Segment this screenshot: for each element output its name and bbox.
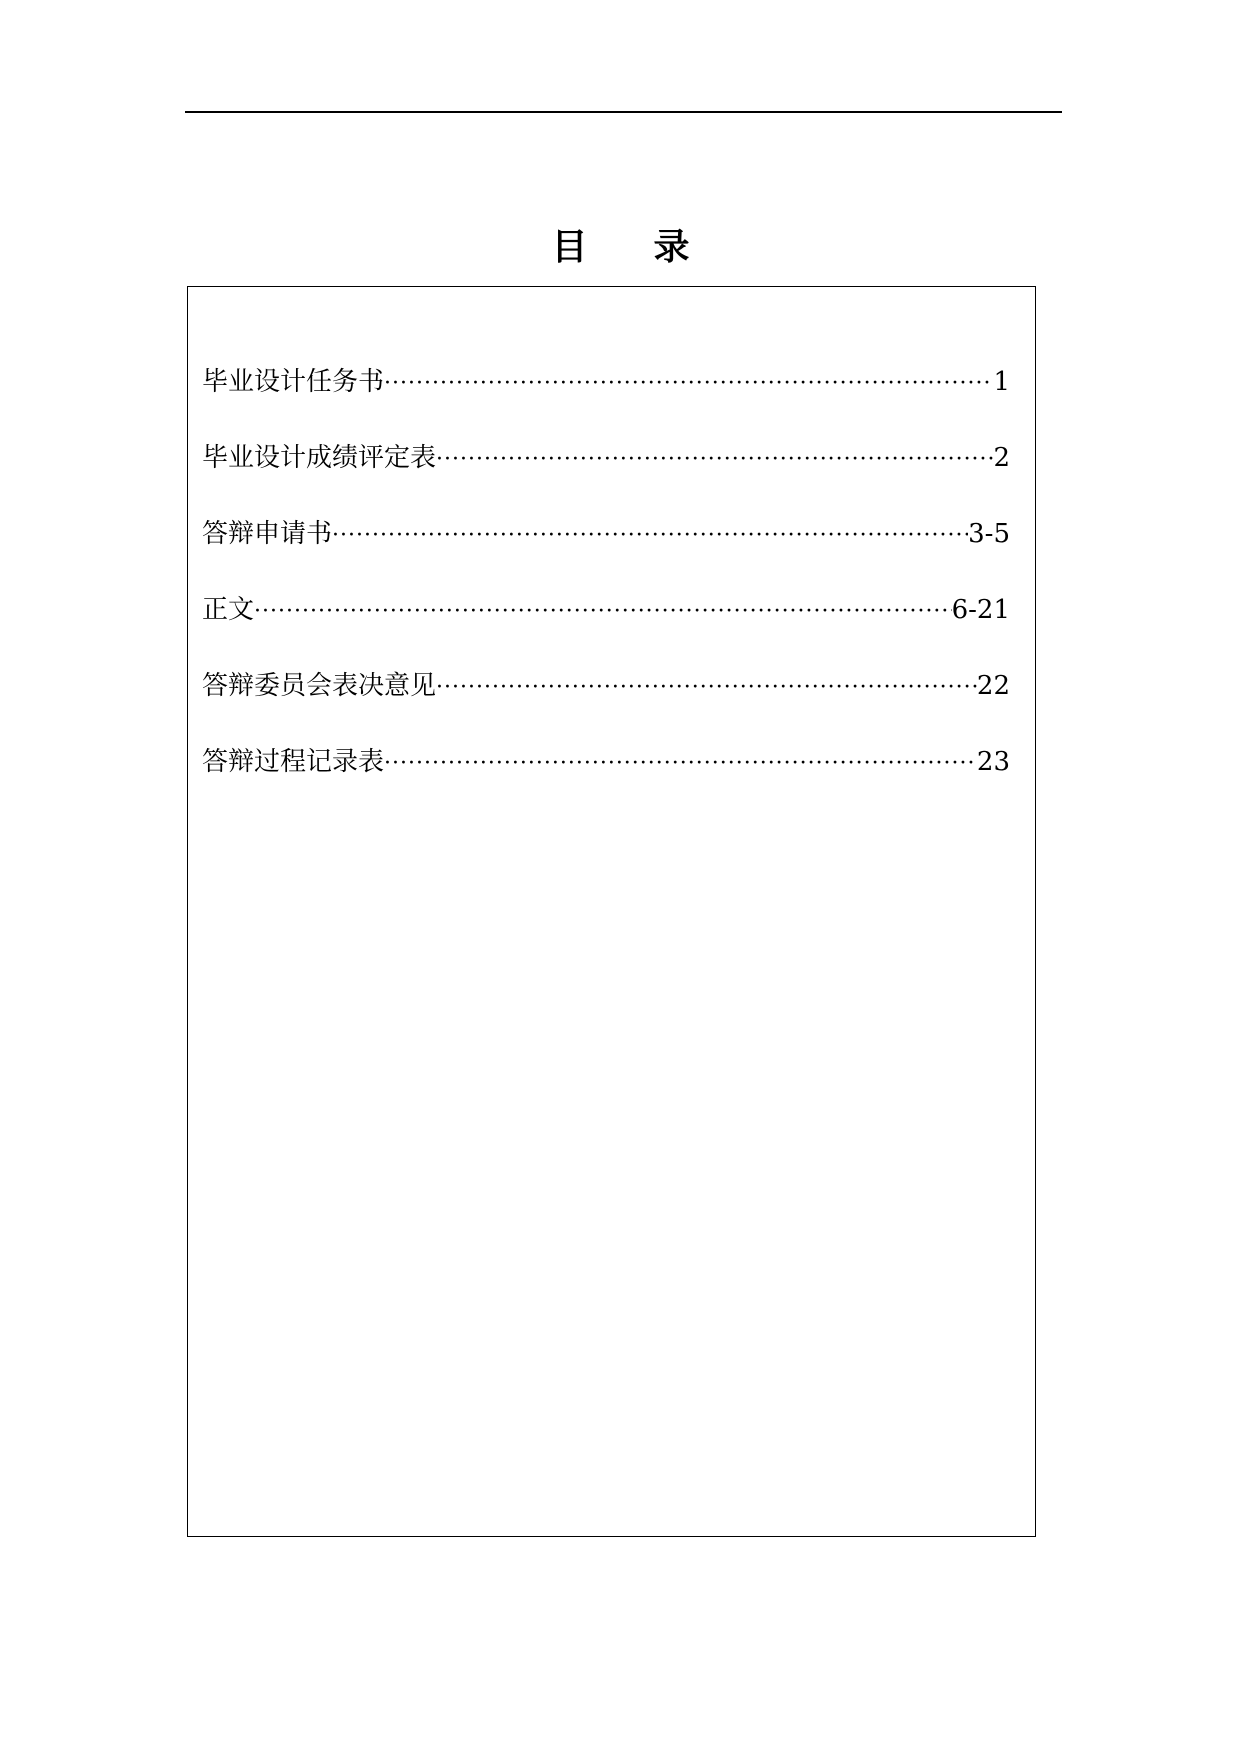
toc-entry[interactable] xyxy=(202,593,1010,669)
toc-entry-label: 答辩委员会表决意见 xyxy=(202,671,437,701)
toc-entry-page: 2 xyxy=(993,443,1010,473)
toc-entry[interactable] xyxy=(202,365,1010,441)
toc-entry-page: 1 xyxy=(993,367,1010,397)
toc-entry[interactable] xyxy=(202,517,1010,593)
toc-entry-page: 22 xyxy=(976,671,1010,701)
toc-title-char-1: 目 xyxy=(551,227,588,268)
toc-entry[interactable] xyxy=(202,669,1010,745)
toc-entry-page: 3-5 xyxy=(968,519,1010,549)
toc-entry-leader xyxy=(384,747,977,781)
toc-title-char-2: 录 xyxy=(653,227,690,268)
toc-entry-label: 毕业设计成绩评定表 xyxy=(202,443,437,473)
toc-entry-label: 答辩申请书 xyxy=(202,519,333,549)
header-rule xyxy=(185,111,1062,113)
toc-entry-page: 6-21 xyxy=(951,595,1010,625)
toc-entry-label: 毕业设计任务书 xyxy=(202,367,385,397)
toc-entry[interactable] xyxy=(202,745,1010,821)
toc-list xyxy=(202,365,1010,821)
toc-title xyxy=(0,222,1241,274)
toc-entry-label: 答辩过程记录表 xyxy=(202,747,385,777)
toc-entry[interactable] xyxy=(202,441,1010,517)
toc-frame xyxy=(187,286,1036,1537)
toc-entry-leader xyxy=(332,519,968,553)
toc-entry-page: 23 xyxy=(976,747,1010,777)
toc-entry-leader xyxy=(436,443,993,477)
toc-entry-label: 正文 xyxy=(202,595,255,625)
toc-entry-leader xyxy=(384,367,993,401)
toc-entry-leader xyxy=(436,671,977,705)
toc-entry-leader xyxy=(254,595,952,629)
